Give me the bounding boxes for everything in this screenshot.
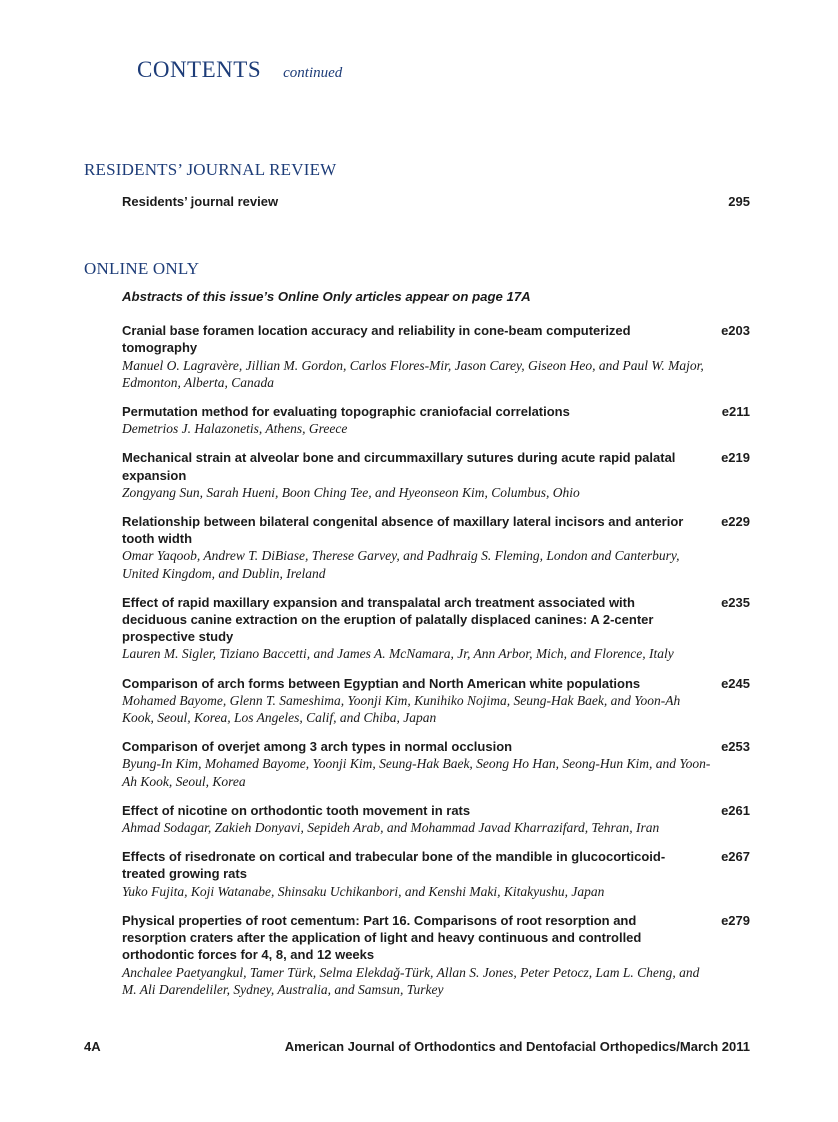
entry-title-row [122,738,750,755]
masthead [137,57,342,83]
toc-entry [122,322,750,391]
entry-title: Effects of risedronate on cortical and trabecular bone of the mandible in glucocorticoid-treated growing rats [122,849,666,882]
entry-authors: Yuko Fujita, Koji Watanabe, Shinsaku Uchikanbori, and Kenshi Maki, Kitakyushu, Japan [122,883,605,899]
entry-title: Physical properties of root cementum: Part 16. Comparisons of root resorption and resorption craters after the application of light and heavy continuous and controlled orthodontic forces for 4, 8, and 12 weeks [122,912,642,963]
entry-title-row [122,675,750,692]
entry-page-number: e219 [721,450,750,466]
entry-title-row [122,449,750,483]
toc-entry [122,802,750,836]
entry-title: Mechanical strain at alveolar bone and circummaxillary sutures during acute rapid palatal expansion [122,450,676,483]
online-only-entries [84,322,750,998]
entry-title: Comparison of arch forms between Egyptian and North American white populations [122,675,641,691]
section-heading-residents-journal-review: RESIDENTS’ JOURNAL REVIEW [84,160,337,179]
entry-page-number: e235 [721,594,750,610]
section-heading-online-only: ONLINE ONLY [84,259,200,279]
footer-journal-line: American Journal of Orthodontics and Dentofacial Orthopedics/March 2011 [284,1039,750,1054]
entry-title-row [122,802,750,819]
entry-title-row [122,513,750,547]
toc-entry [122,193,750,210]
entry-title: Relationship between bilateral congenital absence of maxillary lateral incisors and anterior tooth width [122,514,684,547]
entry-title: Effect of nicotine on orthodontic tooth movement in rats [122,802,471,818]
entry-authors: Lauren M. Sigler, Tiziano Baccetti, and James A. McNamara, Jr, Ann Arbor, Mich, and Florence, Italy [122,646,674,662]
entry-title: Effect of rapid maxillary expansion and transpalatal arch treatment associated with deciduous canine extraction on the eruption of palatally displaced canines: A 2-center prospective study [122,594,654,645]
page-footer [84,1039,750,1054]
entry-title-row [122,322,750,356]
toc-entry [122,912,750,998]
entry-title-row [122,912,750,964]
toc-entry [122,848,750,900]
entry-authors: Demetrios J. Halazonetis, Athens, Greece [122,421,348,437]
entry-authors: Zongyang Sun, Sarah Hueni, Boon Ching Tee, and Hyeonseon Kim, Columbus, Ohio [122,484,580,500]
entry-authors: Omar Yaqoob, Andrew T. DiBiase, Therese Garvey, and Padhraig S. Fleming, London and Canterbury, United Kingdom, and Dublin, Ireland [122,548,680,581]
footer-page-label: 4A [84,1039,101,1054]
entry-page-number: 295 [728,194,750,209]
toc-main-column [84,160,750,1010]
toc-entry [122,403,750,437]
entry-title: Permutation method for evaluating topographic craniofacial correlations [122,404,570,420]
entry-title-row [122,594,750,646]
entry-page-number: e211 [721,404,750,420]
entry-authors: Manuel O. Lagravère, Jillian M. Gordon, Carlos Flores-Mir, Jason Carey, Giseon Heo, and Paul W. Major, Edmonton, Alberta, Canada [122,357,704,390]
entry-page-number: e245 [721,675,750,691]
entry-title: Residents’ journal review [122,194,279,209]
entry-page-number: e203 [721,323,750,339]
residents-journal-review-entries [84,193,750,210]
contents-title: CONTENTS [137,57,262,82]
toc-entry [122,449,750,501]
toc-entry [122,675,750,727]
toc-entry [122,738,750,790]
entry-authors: Anchalee Paetyangkul, Tamer Türk, Selma Elekdağ-Türk, Allan S. Jones, Peter Petocz, Lam L. Cheng, and M. Ali Darendeliler, Sydney, Australia, and Samsun, Turkey [122,964,700,997]
entry-page-number: e253 [721,739,750,755]
toc-entry [122,513,750,582]
entry-page-number: e267 [721,849,750,865]
contents-continued-label: continued [283,65,343,81]
entry-authors: Byung-In Kim, Mohamed Bayome, Yoonji Kim, Seung-Hak Baek, Seong Ho Han, Seong-Hun Kim, and Yoon-Ah Kook, Seoul, Korea [122,756,711,789]
online-only-abstracts-note: Abstracts of this issue’s Online Only articles appear on page 17A [122,289,531,305]
entry-page-number: e261 [721,802,750,818]
entry-title: Cranial base foramen location accuracy and reliability in cone-beam computerized tomography [122,323,631,356]
entry-title-row [122,848,750,882]
entry-page-number: e279 [721,912,750,928]
entry-authors: Ahmad Sodagar, Zakieh Donyavi, Sepideh Arab, and Mohammad Javad Kharrazifard, Tehran, Iran [122,820,660,836]
entry-authors: Mohamed Bayome, Glenn T. Sameshima, Yoonji Kim, Kunihiko Nojima, Seung-Hak Baek, and Yoon-Ah Kook, Seoul, Korea, Los Angeles, Calif, and Chiba, Japan [122,692,681,726]
entry-title-row [122,193,750,210]
toc-entry [122,594,750,663]
entry-title-row [122,403,750,420]
entry-title: Comparison of overjet among 3 arch types in normal occlusion [122,739,513,755]
entry-page-number: e229 [721,514,750,530]
